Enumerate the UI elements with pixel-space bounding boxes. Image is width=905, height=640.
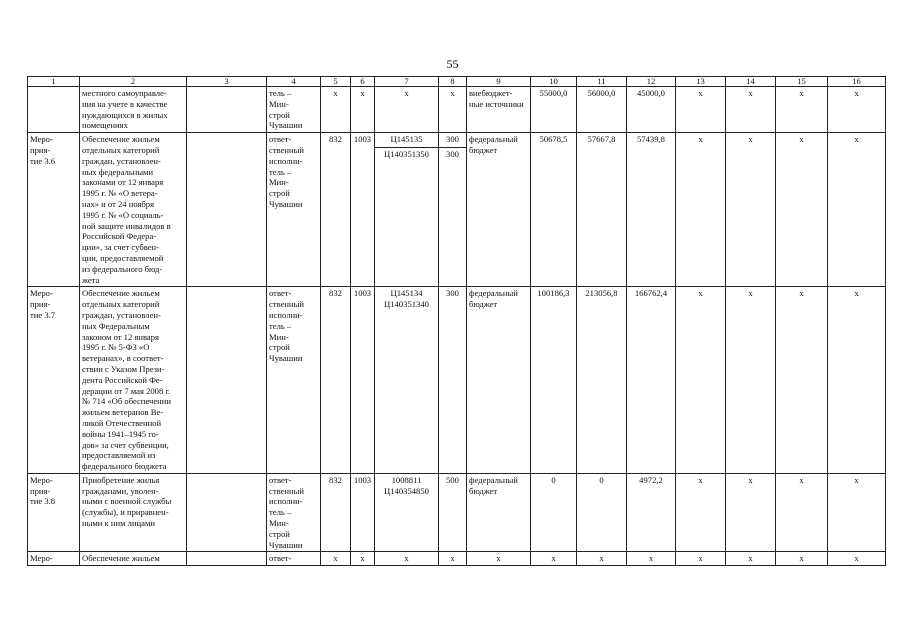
event-number-cell: Меро- xyxy=(28,552,80,566)
value-cell: 55000,0 xyxy=(531,87,577,133)
value-cell: x xyxy=(726,87,776,133)
value-cell: x xyxy=(676,473,726,552)
value-cell: 4972,2 xyxy=(627,473,676,552)
target-article-value: Ц145135 xyxy=(390,134,423,145)
table-row xyxy=(28,287,886,474)
page-number: 55 xyxy=(446,57,459,71)
value-cell: x xyxy=(776,133,828,287)
grbs-cell: 832 xyxy=(321,133,351,287)
column-header: 10 xyxy=(531,77,577,87)
target-article-cell: 1008811 Ц140354850 xyxy=(375,473,439,552)
executor-cell: ответ- ственный исполни- тель – Мин- строй Чувашии xyxy=(267,473,321,552)
value-cell: 0 xyxy=(531,473,577,552)
value-cell: 0 xyxy=(577,473,627,552)
event-description-cell: Обеспечение жильем отдельных категорий граждан, установлен- ных федеральными законами от 12 января 1995 г. № «О ветера- нах» и от 24 ноября 1995 г. № «О социаль- ной защите инвалидов в Российской Федера- ции», за счет субвен- ции, предоставляемой из федерального бюд- жета xyxy=(80,133,187,287)
column-header: 12 xyxy=(627,77,676,87)
target-article-cell: Ц145134 Ц140351340 xyxy=(375,287,439,474)
section-cell: 1003 xyxy=(351,287,375,474)
grbs-cell: 832 xyxy=(321,473,351,552)
value-cell: x xyxy=(676,133,726,287)
funding-source-cell: федеральный бюджет xyxy=(467,133,531,287)
event-description-cell: Приобретение жилья гражданами, уволен- ными с военной службы (службы), и приравнен- ными к ним лицами xyxy=(80,473,187,552)
target-article-cell xyxy=(375,87,439,133)
table-row xyxy=(28,473,886,552)
value-cell: 45000,0 xyxy=(627,87,676,133)
target-article-value: Ц140351350 xyxy=(375,147,438,160)
value-cell: 100186,3 xyxy=(531,287,577,474)
grbs-cell: x xyxy=(321,87,351,133)
table-row xyxy=(28,552,886,566)
target-article-value: x xyxy=(404,88,409,98)
expense-type-cell: 500 xyxy=(439,473,467,552)
value-cell: 166762,4 xyxy=(627,287,676,474)
executor-cell: ответ- xyxy=(267,552,321,566)
section-cell: 1003 xyxy=(351,473,375,552)
funding-source-cell: федеральный бюджет xyxy=(467,473,531,552)
value-cell: x xyxy=(828,87,886,133)
event-number-cell: Меро- прия- тие 3.6 xyxy=(28,133,80,287)
value-cell: 213056,8 xyxy=(577,287,627,474)
value-cell: 50678,5 xyxy=(531,133,577,287)
value-cell: x xyxy=(776,87,828,133)
column-header: 9 xyxy=(467,77,531,87)
value-cell: x xyxy=(531,552,577,566)
event-description-cell: Обеспечение жильем отдельных категорий граждан, установлен- ных Федеральным законом от 12 января 1995 г. № 5-ФЗ «О ветеранах», в соответ- ствии с Указом Прези- дента Российской Фе- дерации от 7 мая 2008 г. № 714 «Об обеспечении жильем ветеранов Ве- ликой Отечественной войны 1941–1945 го- дов» за счет субвенции, предоставляемой из федерального бюджета xyxy=(80,287,187,474)
column-header: 5 xyxy=(321,77,351,87)
column-header: 2 xyxy=(80,77,187,87)
value-cell: x xyxy=(676,287,726,474)
value-cell: x xyxy=(776,473,828,552)
expense-type-value: x xyxy=(450,88,455,98)
section-cell: 1003 xyxy=(351,133,375,287)
header-row xyxy=(28,77,886,87)
value-cell: x xyxy=(676,87,726,133)
expense-type-cell: x xyxy=(439,552,467,566)
value-cell: 57667,8 xyxy=(577,133,627,287)
column-header: 13 xyxy=(676,77,726,87)
column-header: 11 xyxy=(577,77,627,87)
table-row xyxy=(28,87,886,133)
executor-cell: ответ- ственный исполни- тель – Мин- строй Чувашии xyxy=(267,133,321,287)
value-cell: x xyxy=(828,552,886,566)
column-header: 15 xyxy=(776,77,828,87)
expense-type-value: 300 xyxy=(446,134,459,145)
column-header: 8 xyxy=(439,77,467,87)
empty-cell xyxy=(187,552,267,566)
value-cell: x xyxy=(577,552,627,566)
grbs-cell: x xyxy=(321,552,351,566)
value-cell: x xyxy=(828,287,886,474)
expense-type-cell xyxy=(439,87,467,133)
value-cell: x xyxy=(828,133,886,287)
table-row xyxy=(28,133,886,287)
program-table xyxy=(27,76,886,566)
column-header: 7 xyxy=(375,77,439,87)
funding-source-cell: x xyxy=(467,552,531,566)
target-article-cell: x xyxy=(375,552,439,566)
column-header: 3 xyxy=(187,77,267,87)
section-cell: x xyxy=(351,552,375,566)
section-cell: x xyxy=(351,87,375,133)
column-header: 14 xyxy=(726,77,776,87)
event-number-cell xyxy=(28,87,80,133)
empty-cell xyxy=(187,287,267,474)
column-header: 1 xyxy=(28,77,80,87)
value-cell: x xyxy=(627,552,676,566)
empty-cell xyxy=(187,473,267,552)
value-cell: 56000,0 xyxy=(577,87,627,133)
empty-cell xyxy=(187,133,267,287)
event-description-cell: местного самоуправле- ния на учете в качестве нуждающихся в жилых помещениях xyxy=(80,87,187,133)
value-cell: x xyxy=(726,473,776,552)
value-cell: x xyxy=(828,473,886,552)
event-description-cell: Обеспечение жильем xyxy=(80,552,187,566)
funding-source-cell: внебюджет- ные источники xyxy=(467,87,531,133)
expense-type-cell: 300 xyxy=(439,287,467,474)
value-cell: x xyxy=(726,287,776,474)
executor-cell: ответ- ственный исполни- тель – Мин- строй Чувашии xyxy=(267,287,321,474)
expense-type-cell xyxy=(439,133,467,287)
column-header: 16 xyxy=(828,77,886,87)
value-cell: x xyxy=(776,287,828,474)
value-cell: x xyxy=(676,552,726,566)
value-cell: 57439,8 xyxy=(627,133,676,287)
grbs-cell: 832 xyxy=(321,287,351,474)
column-header: 4 xyxy=(267,77,321,87)
funding-source-cell: федеральный бюджет xyxy=(467,287,531,474)
value-cell: x xyxy=(726,133,776,287)
executor-cell: тель – Мин- строй Чувашии xyxy=(267,87,321,133)
value-cell: x xyxy=(776,552,828,566)
empty-cell xyxy=(187,87,267,133)
target-article-cell xyxy=(375,133,439,287)
event-number-cell: Меро- прия- тие 3.7 xyxy=(28,287,80,474)
value-cell: x xyxy=(726,552,776,566)
event-number-cell: Меро- прия- тие 3.8 xyxy=(28,473,80,552)
column-header: 6 xyxy=(351,77,375,87)
expense-type-value: 300 xyxy=(439,147,466,160)
